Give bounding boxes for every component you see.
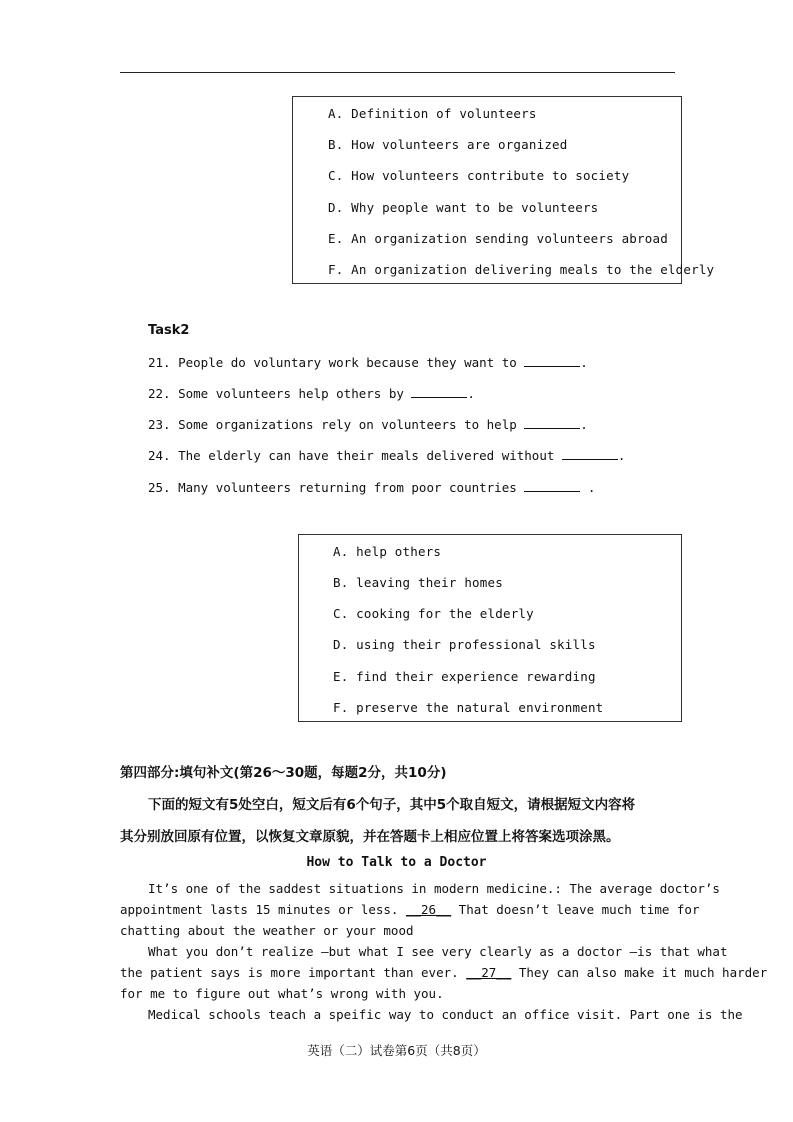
blank-26[interactable]: __26__ bbox=[405, 902, 452, 917]
passage-line bbox=[120, 965, 767, 980]
options-box-answers bbox=[298, 534, 682, 722]
instruction-line-1: 下面的短文有5处空白，短文后有6个句子，其中5个取自短文，请根据短文内容将 bbox=[148, 797, 636, 813]
question-text: 23. Some organizations rely on volunteers to help bbox=[148, 417, 525, 432]
question-end: . bbox=[467, 386, 475, 401]
question-end: . bbox=[580, 417, 588, 432]
question-25 bbox=[148, 480, 595, 495]
option-a: A. help others bbox=[333, 544, 442, 559]
option-f: F. preserve the natural environment bbox=[333, 700, 604, 715]
passage-line: chatting about the weather or your mood bbox=[120, 923, 414, 938]
option-d: D. using their professional skills bbox=[333, 637, 596, 652]
passage-title: How to Talk to a Doctor bbox=[306, 855, 487, 870]
task-title: Task2 bbox=[148, 323, 190, 338]
passage-line: Medical schools teach a speific way to conduct an office visit. Part one is the bbox=[148, 1007, 743, 1022]
question-22 bbox=[148, 386, 475, 401]
question-end: . bbox=[580, 480, 596, 495]
answer-blank[interactable] bbox=[411, 386, 467, 398]
passage-line: for me to figure out what’s wrong with you. bbox=[120, 986, 444, 1001]
option-e: E. find their experience rewarding bbox=[333, 669, 596, 684]
passage-line bbox=[120, 902, 700, 917]
option-b: B. leaving their homes bbox=[333, 575, 503, 590]
passage-text: the patient says is more important than ever. bbox=[120, 965, 467, 980]
answer-blank[interactable] bbox=[524, 355, 580, 367]
instruction-line-2: 其分别放回原有位置，以恢复文章原貌，并在答题卡上相应位置上将答案选项涂黑。 bbox=[120, 829, 620, 845]
option-a: A. Definition of volunteers bbox=[328, 106, 537, 121]
question-21 bbox=[148, 355, 588, 370]
answer-blank[interactable] bbox=[524, 480, 580, 492]
option-b: B. How volunteers are organized bbox=[328, 137, 568, 152]
passage-text: appointment lasts 15 minutes or less. bbox=[120, 902, 406, 917]
question-24 bbox=[148, 448, 625, 463]
passage-text: They can also make it much harder bbox=[511, 965, 768, 980]
question-text: 22. Some volunteers help others by bbox=[148, 386, 412, 401]
question-text: 25. Many volunteers returning from poor countries bbox=[148, 480, 525, 495]
blank-27[interactable]: __27__ bbox=[466, 965, 512, 980]
question-end: . bbox=[580, 355, 588, 370]
header-rule bbox=[120, 72, 675, 73]
question-text: 24. The elderly can have their meals delivered without bbox=[148, 448, 562, 463]
question-text: 21. People do voluntary work because they want to bbox=[148, 355, 525, 370]
option-f: F. An organization delivering meals to the elderly bbox=[328, 262, 715, 277]
option-c: C. How volunteers contribute to society bbox=[328, 168, 630, 183]
page-footer: 英语（二）试卷第6页（共8页） bbox=[307, 1043, 486, 1058]
option-c: C. cooking for the elderly bbox=[333, 606, 534, 621]
passage-text: That doesn’t leave much time for bbox=[451, 902, 700, 917]
part-heading: 第四部分:填句补文(第26～30题，每题2分，共10分) bbox=[120, 765, 447, 781]
options-box-headings bbox=[292, 96, 715, 284]
option-e: E. An organization sending volunteers abroad bbox=[328, 231, 668, 246]
question-23 bbox=[148, 417, 588, 432]
answer-blank[interactable] bbox=[524, 417, 580, 429]
passage-line: What you don’t realize —but what I see very clearly as a doctor —is that what bbox=[148, 944, 728, 959]
answer-blank[interactable] bbox=[562, 448, 618, 460]
option-d: D. Why people want to be volunteers bbox=[328, 200, 599, 215]
question-end: . bbox=[617, 448, 626, 463]
passage-line: It’s one of the saddest situations in modern medicine.: The average doctor’s bbox=[148, 881, 720, 896]
